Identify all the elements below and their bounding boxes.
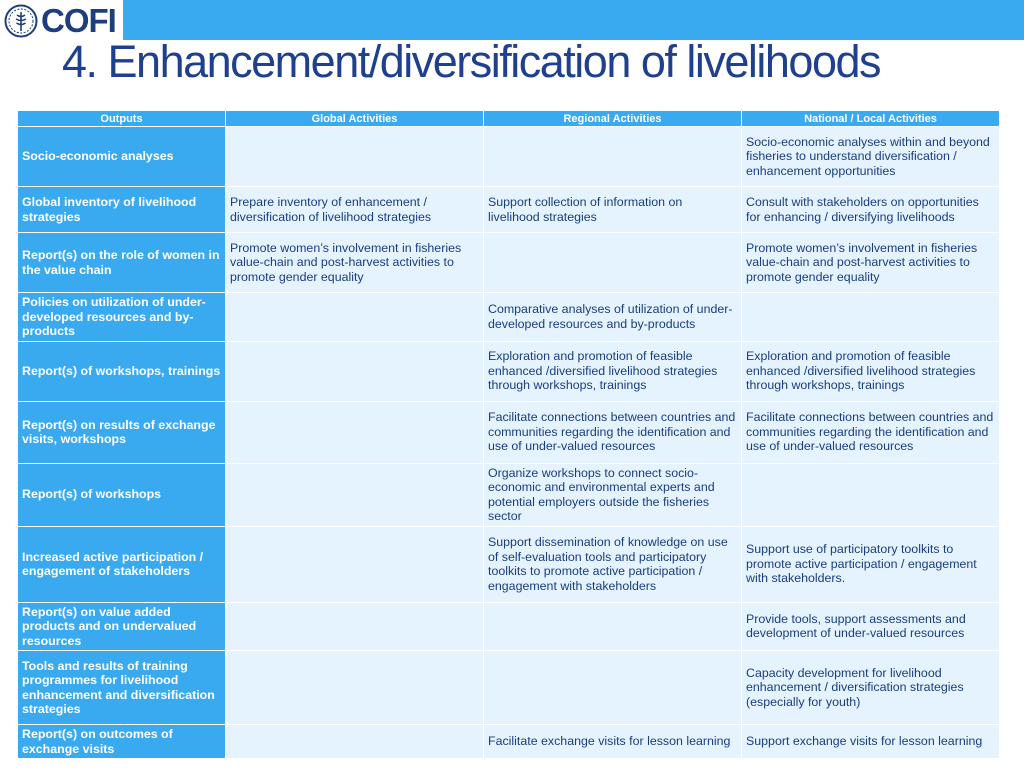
output-cell: Policies on utilization of under-developed resources and by-products: [18, 293, 226, 342]
table-row: [18, 602, 1000, 651]
global-activity-cell: [226, 725, 484, 759]
table-row: [18, 341, 1000, 401]
table-row: [18, 463, 1000, 526]
output-cell: Report(s) on outcomes of exchange visits: [18, 725, 226, 759]
regional-activity-cell: Exploration and promotion of feasible enhanced /diversified livelihood strategies through workshops, trainings: [484, 341, 742, 401]
table-row: [18, 187, 1000, 233]
global-activity-cell: Promote women’s involvement in fisheries value-chain and post-harvest activities to promote gender equality: [226, 233, 484, 293]
global-activity-cell: [226, 602, 484, 651]
output-cell: Report(s) of workshops, trainings: [18, 341, 226, 401]
table-row: [18, 651, 1000, 725]
regional-activity-cell: Facilitate connections between countries and communities regarding the identification and use of under-valued resources: [484, 401, 742, 463]
header-bar: [0, 0, 1024, 40]
regional-activity-cell: Support dissemination of knowledge on use of self-evaluation tools and participatory toolkits to promote active participation / engagement with stakeholders: [484, 526, 742, 602]
output-cell: Report(s) on the role of women in the value chain: [18, 233, 226, 293]
table-header-row: [18, 111, 1000, 127]
global-activity-cell: [226, 401, 484, 463]
regional-activity-cell: [484, 651, 742, 725]
output-cell: Report(s) on results of exchange visits, workshops: [18, 401, 226, 463]
table-row: [18, 526, 1000, 602]
national-activity-cell: Consult with stakeholders on opportunities for enhancing / diversifying livelihoods: [742, 187, 1000, 233]
national-activity-cell: Exploration and promotion of feasible enhanced /diversified livelihood strategies through workshops, trainings: [742, 341, 1000, 401]
output-cell: Global inventory of livelihood strategies: [18, 187, 226, 233]
national-activity-cell: Provide tools, support assessments and development of under-valued resources: [742, 602, 1000, 651]
national-activity-cell: Capacity development for livelihood enhancement / diversification strategies (especially for youth): [742, 651, 1000, 725]
column-header-regional: Regional Activities: [484, 111, 742, 127]
output-cell: Tools and results of training programmes for livelihood enhancement and diversification strategies: [18, 651, 226, 725]
output-cell: Socio-economic analyses: [18, 127, 226, 187]
regional-activity-cell: Support collection of information on livelihood strategies: [484, 187, 742, 233]
regional-activity-cell: [484, 233, 742, 293]
output-cell: Report(s) of workshops: [18, 463, 226, 526]
table-row: [18, 401, 1000, 463]
national-activity-cell: Facilitate connections between countries and communities regarding the identification and use of under-valued resources: [742, 401, 1000, 463]
table-row: [18, 127, 1000, 187]
fao-emblem-icon: [4, 4, 38, 38]
global-activity-cell: [226, 127, 484, 187]
table-row: [18, 233, 1000, 293]
global-activity-cell: [226, 463, 484, 526]
regional-activity-cell: Organize workshops to connect socio-economic and environmental experts and potential employers outside the fisheries sector: [484, 463, 742, 526]
global-activity-cell: Prepare inventory of enhancement / diversification of livelihood strategies: [226, 187, 484, 233]
activities-table: [17, 110, 1000, 759]
regional-activity-cell: Comparative analyses of utilization of under-developed resources and by-products: [484, 293, 742, 342]
global-activity-cell: [226, 526, 484, 602]
logo-text: COFI: [41, 2, 116, 39]
column-header-global: Global Activities: [226, 111, 484, 127]
global-activity-cell: [226, 341, 484, 401]
national-activity-cell: [742, 293, 1000, 342]
output-cell: Increased active participation / engagement of stakeholders: [18, 526, 226, 602]
regional-activity-cell: [484, 127, 742, 187]
national-activity-cell: Support use of participatory toolkits to promote active participation / engagement with stakeholders.: [742, 526, 1000, 602]
global-activity-cell: [226, 651, 484, 725]
regional-activity-cell: [484, 602, 742, 651]
page-title: 4. Enhancement/diversification of livelihoods: [62, 36, 880, 87]
column-header-outputs: Outputs: [18, 111, 226, 127]
table-row: [18, 293, 1000, 342]
column-header-national: National / Local Activities: [742, 111, 1000, 127]
national-activity-cell: [742, 463, 1000, 526]
activities-table-container: [17, 110, 999, 759]
regional-activity-cell: Facilitate exchange visits for lesson learning: [484, 725, 742, 759]
table-row: [18, 725, 1000, 759]
national-activity-cell: Support exchange visits for lesson learning: [742, 725, 1000, 759]
national-activity-cell: Promote women’s involvement in fisheries value-chain and post-harvest activities to promote gender equality: [742, 233, 1000, 293]
global-activity-cell: [226, 293, 484, 342]
national-activity-cell: Socio-economic analyses within and beyond fisheries to understand diversification / enhancement opportunities: [742, 127, 1000, 187]
output-cell: Report(s) on value added products and on undervalued resources: [18, 602, 226, 651]
